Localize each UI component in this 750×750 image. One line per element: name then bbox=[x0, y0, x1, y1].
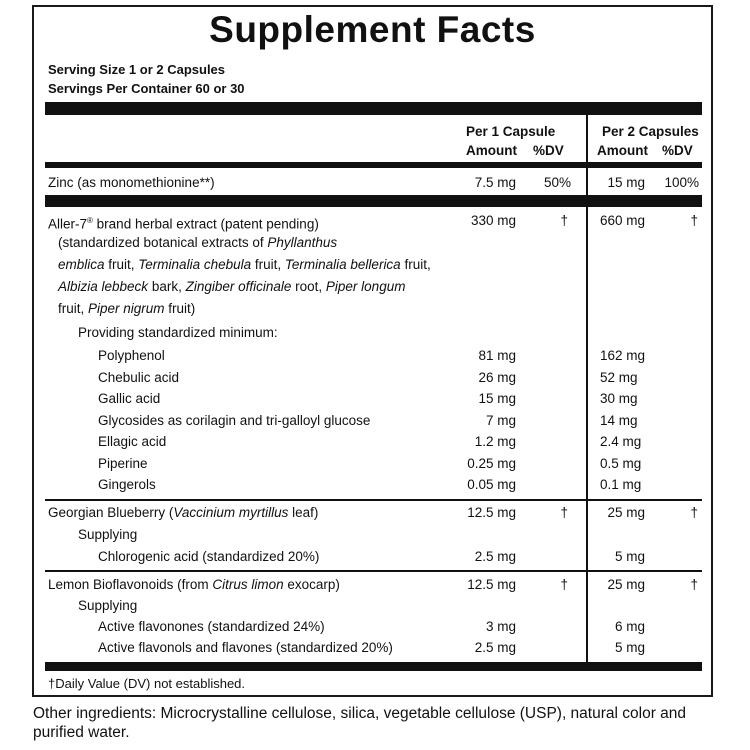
component-amount-1: 15 mg bbox=[478, 391, 516, 406]
blueberry-dv-1: † bbox=[560, 505, 568, 520]
component-amount-2: 52 mg bbox=[600, 369, 638, 385]
component-amount-2: 0.1 mg bbox=[600, 477, 642, 492]
zinc-name: Zinc (as monomethionine**) bbox=[48, 175, 215, 190]
aller-dv-2: † bbox=[690, 213, 698, 228]
per1-header: Per 1 Capsule bbox=[466, 124, 556, 139]
blueberry-amount-1: 12.5 mg bbox=[467, 505, 516, 520]
component-amount-2: 2.4 mg bbox=[600, 434, 642, 449]
component-amount-1: 0.25 mg bbox=[467, 455, 516, 471]
component-name: Gallic acid bbox=[98, 391, 161, 406]
aller-bottom-rule bbox=[45, 499, 702, 501]
daily-value-footnote: †Daily Value (DV) not established. bbox=[48, 676, 246, 691]
blueberry-amount-2: 25 mg bbox=[607, 505, 645, 520]
per2-header: Per 2 Capsules bbox=[602, 124, 699, 139]
lemon-sub-amount-1: 2.5 mg bbox=[474, 640, 516, 655]
component-name: Chebulic acid bbox=[98, 369, 180, 385]
per2-amount-header: Amount bbox=[597, 143, 648, 158]
lemon-sub-name: Active flavonols and flavones (standardized 20%) bbox=[98, 640, 393, 655]
other-ingredients: Other ingredients: Microcrystalline cellulose, silica, vegetable cellulose (USP), natural color and purified water. bbox=[33, 705, 687, 741]
aller-providing: Providing standardized minimum: bbox=[78, 325, 278, 340]
lemon-sub-name: Active flavonones (standardized 24%) bbox=[98, 619, 325, 634]
component-amount-2: 14 mg bbox=[600, 412, 638, 428]
aller-desc-line-4: fruit, Piper nigrum fruit) bbox=[58, 301, 196, 316]
component-amount-2: 162 mg bbox=[600, 348, 646, 363]
blueberry-bottom-rule bbox=[45, 570, 702, 572]
component-amount-1: 81 mg bbox=[478, 348, 516, 363]
lemon-dv-2: † bbox=[690, 577, 698, 592]
component-name: Polyphenol bbox=[98, 348, 165, 363]
lemon-sub-amount-1: 3 mg bbox=[485, 619, 516, 634]
component-amount-1: 26 mg bbox=[478, 369, 516, 385]
aller-desc-line-1: (standardized botanical extracts of Phyllanthus bbox=[58, 235, 338, 250]
component-name: Glycosides as corilagin and tri-galloyl glucose bbox=[98, 412, 371, 428]
blueberry-sub-amount-2: 5 mg bbox=[614, 549, 645, 564]
component-amount-2: 0.5 mg bbox=[600, 455, 642, 471]
lemon-supplying: Supplying bbox=[78, 598, 138, 613]
aller-desc-line-3: Albizia lebbeck bark, Zingiber officinale root, Piper longum bbox=[58, 279, 406, 294]
component-name: Piperine bbox=[98, 455, 148, 471]
lemon-sub-amount-2: 5 mg bbox=[614, 640, 645, 655]
lemon-name: Lemon Bioflavonoids (from Citrus limon exocarp) bbox=[48, 577, 340, 592]
per2-dv-header: %DV bbox=[662, 143, 693, 158]
component-amount-1: 7 mg bbox=[485, 412, 516, 428]
supplement-facts-panel bbox=[32, 5, 713, 697]
zinc-amount-2: 15 mg bbox=[607, 175, 645, 190]
zinc-dv-2: 100% bbox=[664, 175, 699, 190]
blueberry-sub-amount-1: 2.5 mg bbox=[474, 549, 516, 564]
per1-amount-header: Amount bbox=[466, 143, 517, 158]
component-amount-1: 1.2 mg bbox=[474, 434, 516, 449]
per1-dv-header: %DV bbox=[533, 143, 564, 158]
zinc-amount-1: 7.5 mg bbox=[474, 175, 516, 190]
component-amount-1: 0.05 mg bbox=[467, 477, 516, 492]
zinc-dv-1: 50% bbox=[543, 175, 571, 190]
serving-size: Serving Size 1 or 2 Capsules bbox=[48, 62, 226, 77]
aller-amount-2: 660 mg bbox=[600, 213, 646, 228]
servings-per-container: Servings Per Container 60 or 30 bbox=[48, 81, 245, 96]
aller-desc-line-2: emblica fruit, Terminalia chebula fruit, Terminalia bellerica fruit, bbox=[58, 257, 431, 272]
aller-name: Aller-7® brand herbal extract (patent pending) bbox=[48, 216, 319, 232]
lemon-amount-2: 25 mg bbox=[607, 577, 645, 592]
lemon-dv-1: † bbox=[560, 577, 568, 592]
lemon-amount-1: 12.5 mg bbox=[467, 577, 516, 592]
component-name: Gingerols bbox=[98, 477, 156, 492]
blueberry-name: Georgian Blueberry (Vaccinium myrtillus leaf) bbox=[48, 505, 319, 520]
component-amount-2: 30 mg bbox=[600, 391, 638, 406]
lemon-sub-amount-2: 6 mg bbox=[614, 619, 645, 634]
panel-title: Supplement Facts bbox=[209, 9, 536, 50]
blueberry-sub-name: Chlorogenic acid (standardized 20%) bbox=[98, 549, 320, 564]
aller-amount-1: 330 mg bbox=[470, 213, 516, 228]
bottom-thick-rule bbox=[45, 662, 702, 671]
component-name: Ellagic acid bbox=[98, 434, 167, 449]
aller-dv-1: † bbox=[560, 213, 568, 228]
blueberry-dv-2: † bbox=[690, 505, 698, 520]
blueberry-supplying: Supplying bbox=[78, 527, 138, 542]
top-thick-rule bbox=[45, 102, 702, 115]
zinc-thick-rule bbox=[45, 195, 702, 207]
header-rule bbox=[45, 162, 702, 168]
